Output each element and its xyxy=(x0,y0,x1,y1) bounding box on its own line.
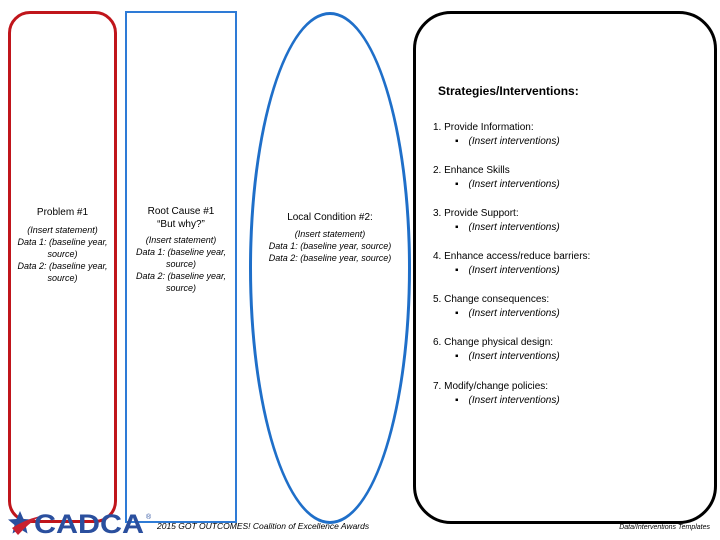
strategies-title: Strategies/Interventions: xyxy=(438,84,579,98)
bullet-icon: ▪ xyxy=(455,395,459,406)
local-condition-oval xyxy=(249,12,411,524)
root-cause-data-1: Data 1: (baseline year, source) xyxy=(135,247,227,269)
strategy-item xyxy=(433,207,560,235)
strategy-intervention: (Insert interventions) xyxy=(468,395,560,406)
strategy-item xyxy=(433,250,590,278)
root-cause-column xyxy=(131,205,231,294)
strategy-intervention: (Insert interventions) xyxy=(468,222,560,233)
strategy-intervention: (Insert interventions) xyxy=(468,179,560,190)
bullet-icon: ▪ xyxy=(455,308,459,319)
template-label: Data/Interventions Templates xyxy=(619,524,710,531)
strategy-label: 2. Enhance Skills xyxy=(433,165,510,176)
strategy-item xyxy=(433,293,560,321)
local-condition-title: Local Condition #2: xyxy=(287,212,373,223)
strategy-label: 5. Change consequences: xyxy=(433,294,550,305)
problem-statement: (Insert statement) xyxy=(27,225,98,235)
problem-data-2: Data 2: (baseline year, source) xyxy=(17,261,108,283)
bullet-icon: ▪ xyxy=(455,136,459,147)
root-cause-subtitle: “But why?” xyxy=(157,219,205,230)
strategy-label: 1. Provide Information: xyxy=(433,122,534,133)
strategy-intervention: (Insert interventions) xyxy=(468,136,560,147)
bullet-icon: ▪ xyxy=(455,351,459,362)
local-condition-data-2: Data 2: (baseline year, source) xyxy=(268,253,392,263)
bullet-icon: ▪ xyxy=(455,222,459,233)
strategy-item xyxy=(433,336,560,364)
strategy-item xyxy=(433,164,560,192)
strategy-label: 4. Enhance access/reduce barriers: xyxy=(433,251,591,262)
strategy-item xyxy=(433,121,560,149)
local-condition-statement: (Insert statement) xyxy=(294,229,366,239)
bullet-icon: ▪ xyxy=(455,179,459,190)
problem-title: Problem #1 xyxy=(36,207,89,218)
problem-data-1: Data 1: (baseline year, source) xyxy=(17,237,108,259)
strategy-intervention: (Insert interventions) xyxy=(468,351,560,362)
root-cause-title: Root Cause #1 xyxy=(147,206,215,217)
strategy-label: 7. Modify/change policies: xyxy=(433,381,549,392)
root-cause-data-2: Data 2: (baseline year, source) xyxy=(135,271,227,293)
problem-column xyxy=(14,206,111,284)
cadca-logo xyxy=(6,508,154,538)
strategy-label: 6. Change physical design: xyxy=(433,337,554,348)
strategy-intervention: (Insert interventions) xyxy=(468,265,560,276)
bullet-icon: ▪ xyxy=(455,265,459,276)
footer-caption: 2015 GOT OUTCOMES! Coalition of Excellence Awards xyxy=(157,521,370,531)
strategy-item xyxy=(433,380,560,408)
local-condition-column xyxy=(262,211,398,264)
root-cause-statement: (Insert statement) xyxy=(145,235,217,245)
logo-wordmark: CADCA xyxy=(34,509,144,538)
strategy-intervention: (Insert interventions) xyxy=(468,308,560,319)
registered-mark: ® xyxy=(146,514,152,521)
strategy-label: 3. Provide Support: xyxy=(433,208,519,219)
local-condition-data-1: Data 1: (baseline year, source) xyxy=(268,241,392,251)
